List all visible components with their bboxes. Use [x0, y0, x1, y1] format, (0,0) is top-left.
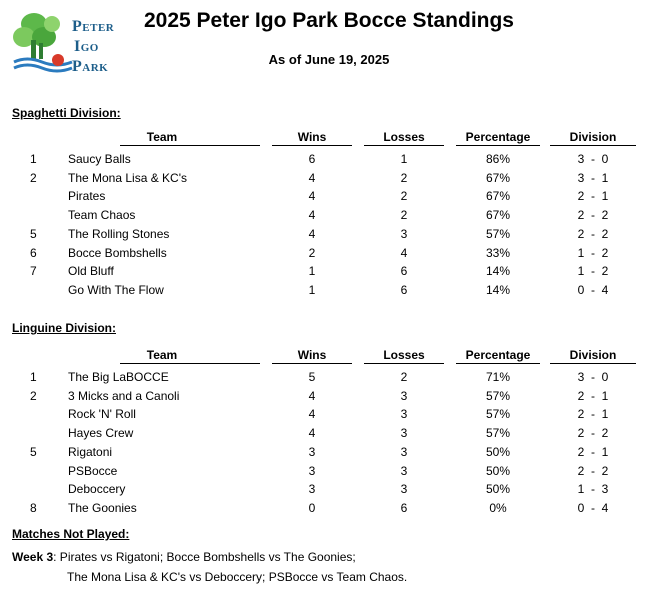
- losses-cell: 2: [400, 170, 408, 185]
- table-header-linguine: [0, 346, 646, 366]
- losses-cell: 3: [400, 444, 408, 459]
- losses-cell: 3: [400, 463, 408, 478]
- team-name-cell: Go With The Flow: [68, 282, 164, 297]
- wins-cell: 4: [308, 407, 316, 422]
- losses-cell: 6: [400, 500, 408, 515]
- table-row: [0, 262, 646, 281]
- logo-line-3: Park: [72, 58, 109, 75]
- losses-cell: 3: [400, 226, 408, 241]
- rank-cell: 8: [30, 500, 37, 515]
- team-name-cell: Rock 'N' Roll: [68, 407, 136, 422]
- percentage-cell: 67%: [485, 208, 511, 223]
- wins-cell: 0: [308, 500, 316, 515]
- team-name-cell: Hayes Crew: [68, 426, 134, 441]
- header-underline: [550, 363, 636, 364]
- header-underline: [456, 363, 540, 364]
- wins-cell: 4: [308, 189, 316, 204]
- table-row: [0, 225, 646, 244]
- division-record-cell: 3 - 1: [577, 170, 609, 185]
- header-percentage: Percentage: [465, 130, 531, 144]
- wins-cell: 6: [308, 152, 316, 166]
- header-losses: Losses: [383, 348, 425, 362]
- table-row: [0, 169, 646, 188]
- wins-cell: 2: [308, 245, 316, 260]
- division-record-cell: 3 - 0: [577, 152, 609, 166]
- header-underline: [456, 145, 540, 146]
- wins-cell: 1: [308, 264, 316, 279]
- wins-cell: 3: [308, 482, 316, 497]
- header-team: Team: [146, 130, 178, 144]
- header-team: Team: [146, 348, 178, 362]
- losses-cell: 1: [400, 152, 408, 166]
- logo-line-2: Igo: [74, 38, 99, 55]
- division-record-cell: 2 - 2: [577, 208, 609, 223]
- division-record-cell: 1 - 3: [577, 482, 609, 497]
- header-wins: Wins: [297, 130, 327, 144]
- percentage-cell: 14%: [485, 282, 511, 297]
- division-record-cell: 2 - 1: [577, 444, 609, 459]
- losses-cell: 4: [400, 245, 408, 260]
- percentage-cell: 57%: [485, 426, 511, 441]
- page-subtitle: As of June 19, 2025: [268, 52, 390, 67]
- losses-cell: 3: [400, 388, 408, 403]
- percentage-cell: 57%: [485, 407, 511, 422]
- team-name-cell: PSBocce: [68, 463, 118, 478]
- matches-not-played-line-1: [12, 550, 356, 564]
- matches-not-played-title: Matches Not Played:: [12, 527, 130, 541]
- percentage-cell: 50%: [485, 463, 511, 478]
- losses-cell: 3: [400, 426, 408, 441]
- division-record-cell: 1 - 2: [577, 264, 609, 279]
- team-name-cell: The Rolling Stones: [68, 226, 170, 241]
- wins-cell: 4: [308, 426, 316, 441]
- team-name-cell: The Mona Lisa & KC's: [68, 170, 188, 185]
- header-underline: [272, 145, 352, 146]
- table-row: [0, 281, 646, 300]
- rank-cell: 5: [30, 226, 37, 241]
- header-underline: [120, 363, 260, 364]
- team-name-cell: The Big LaBOCCE: [68, 370, 169, 384]
- rank-cell: 7: [30, 264, 37, 279]
- wins-cell: 3: [308, 463, 316, 478]
- division-record-cell: 0 - 4: [577, 282, 609, 297]
- losses-cell: 3: [400, 407, 408, 422]
- wins-cell: 1: [308, 282, 316, 297]
- wins-cell: 4: [308, 226, 316, 241]
- percentage-cell: 57%: [485, 226, 511, 241]
- percentage-cell: 86%: [485, 152, 511, 166]
- logo-line-1: Peter: [72, 18, 115, 35]
- week-matches: : Pirates vs Rigatoni; Bocce Bombshells vs The Goonies;: [53, 550, 356, 564]
- losses-cell: 2: [400, 208, 408, 223]
- division-record-cell: 2 - 1: [577, 388, 609, 403]
- header-underline: [120, 145, 260, 146]
- percentage-cell: 0%: [489, 500, 507, 515]
- percentage-cell: 33%: [485, 245, 511, 260]
- team-name-cell: Rigatoni: [68, 444, 113, 459]
- header-underline: [550, 145, 636, 146]
- losses-cell: 6: [400, 264, 408, 279]
- division-record-cell: 2 - 1: [577, 189, 609, 204]
- wins-cell: 3: [308, 444, 316, 459]
- division-record-cell: 2 - 1: [577, 407, 609, 422]
- table-row: [0, 480, 646, 499]
- percentage-cell: 14%: [485, 264, 511, 279]
- division-record-cell: 2 - 2: [577, 463, 609, 478]
- header-wins: Wins: [297, 348, 327, 362]
- wins-cell: 5: [308, 370, 316, 384]
- team-name-cell: 3 Micks and a Canoli: [68, 388, 180, 403]
- percentage-cell: 57%: [485, 388, 511, 403]
- table-row: [0, 368, 646, 387]
- table-row: [0, 150, 646, 169]
- page-title: 2025 Peter Igo Park Bocce Standings: [144, 9, 514, 32]
- percentage-cell: 50%: [485, 444, 511, 459]
- division-record-cell: 2 - 2: [577, 426, 609, 441]
- table-row: [0, 206, 646, 225]
- losses-cell: 2: [400, 189, 408, 204]
- rank-cell: 6: [30, 245, 37, 260]
- team-name-cell: The Goonies: [68, 500, 137, 515]
- table-row: [0, 424, 646, 443]
- header-percentage: Percentage: [465, 348, 531, 362]
- table-row: [0, 387, 646, 406]
- table-row: [0, 499, 646, 518]
- table-row: [0, 244, 646, 263]
- losses-cell: 2: [400, 370, 408, 384]
- header-underline: [364, 145, 444, 146]
- table-row: [0, 443, 646, 462]
- matches-not-played-line-2: The Mona Lisa & KC's vs Deboccery; PSBocce vs Team Chaos.: [67, 570, 408, 584]
- division-record-cell: 1 - 2: [577, 245, 609, 260]
- header-underline: [272, 363, 352, 364]
- team-name-cell: Saucy Balls: [68, 152, 131, 166]
- wins-cell: 4: [308, 388, 316, 403]
- table-header-spaghetti: [0, 128, 646, 148]
- percentage-cell: 50%: [485, 482, 511, 497]
- wins-cell: 4: [308, 208, 316, 223]
- percentage-cell: 71%: [485, 370, 511, 384]
- losses-cell: 6: [400, 282, 408, 297]
- division-record-cell: 0 - 4: [577, 500, 609, 515]
- division-record-cell: 3 - 0: [577, 370, 609, 384]
- losses-cell: 3: [400, 482, 408, 497]
- division-title-linguine: Linguine Division:: [12, 321, 116, 335]
- table-row: [0, 462, 646, 481]
- rank-cell: 2: [30, 388, 37, 403]
- rank-cell: 5: [30, 444, 37, 459]
- division-record-cell: 2 - 2: [577, 226, 609, 241]
- week-label: Week 3: [12, 550, 54, 564]
- rank-cell: 2: [30, 170, 37, 185]
- division-title-spaghetti: Spaghetti Division:: [12, 106, 121, 120]
- team-name-cell: Deboccery: [68, 482, 126, 497]
- team-name-cell: Pirates: [68, 189, 106, 204]
- header-division: Division: [569, 348, 617, 362]
- header-division: Division: [569, 130, 617, 144]
- wins-cell: 4: [308, 170, 316, 185]
- team-name-cell: Old Bluff: [68, 264, 114, 279]
- percentage-cell: 67%: [485, 189, 511, 204]
- team-name-cell: Bocce Bombshells: [68, 245, 167, 260]
- team-name-cell: Team Chaos: [68, 208, 136, 223]
- percentage-cell: 67%: [485, 170, 511, 185]
- rank-cell: 1: [30, 370, 37, 384]
- header-underline: [364, 363, 444, 364]
- table-row: [0, 405, 646, 424]
- header-losses: Losses: [383, 130, 425, 144]
- rank-cell: 1: [30, 152, 37, 166]
- table-row: [0, 187, 646, 206]
